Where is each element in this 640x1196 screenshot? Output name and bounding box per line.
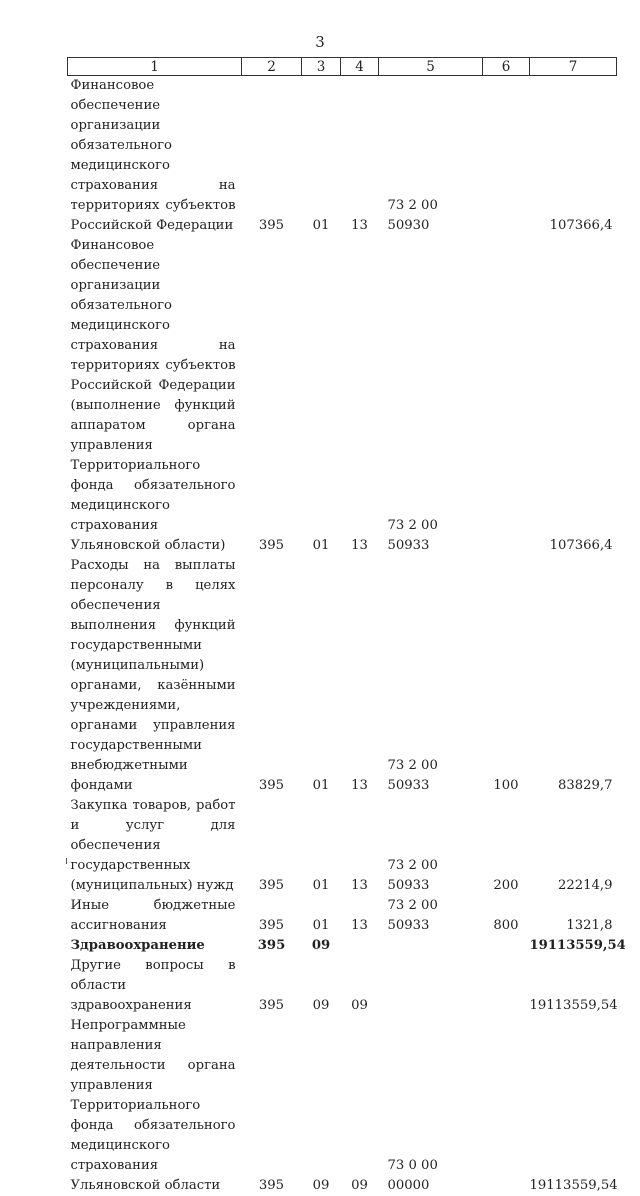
column-header: 7 [530, 58, 617, 76]
table-body [68, 76, 617, 1196]
row-target-article-cell: 73 2 00 50933 [379, 236, 483, 556]
row-subsection-cell: 13 [341, 76, 379, 237]
table-header-row [68, 58, 617, 76]
row-amount-cell: 83829,7 [530, 556, 617, 796]
row-section-cell: 01 [302, 76, 341, 237]
column-header: 6 [483, 58, 530, 76]
row-target-article-cell: 73 2 00 50933 [379, 556, 483, 796]
row-name-cell: Другие вопросы в области здравоохранения [68, 956, 242, 1016]
table-row [68, 76, 617, 237]
row-expense-type-cell: 200 [483, 796, 530, 896]
column-header: 2 [242, 58, 302, 76]
row-expense-type-cell [483, 956, 530, 1016]
row-expense-type-cell: 100 [483, 556, 530, 796]
scan-mark [66, 858, 67, 864]
budget-table [67, 57, 617, 1196]
row-amount-cell: 19113559,54 [530, 936, 617, 956]
row-code-cell: 395 [242, 936, 302, 956]
page-number: 3 [0, 33, 640, 51]
row-name-cell: Финансовое обеспечение организации обязательного медицинского страхования на территориях субъектов Российской Федерации [68, 76, 242, 237]
row-expense-type-cell [483, 236, 530, 556]
row-subsection-cell: 13 [341, 896, 379, 936]
table-row [68, 1016, 617, 1196]
row-subsection-cell: 09 [341, 956, 379, 1016]
table-row [68, 896, 617, 936]
row-target-article-cell: 73 0 00 00000 [379, 1016, 483, 1196]
row-subsection-cell: 13 [341, 796, 379, 896]
row-target-article-cell [379, 936, 483, 956]
row-name-cell: Закупка товаров, работ и услуг для обеспечения государственных (муниципальных) нужд [68, 796, 242, 896]
row-section-cell: 09 [302, 1016, 341, 1196]
table-row [68, 936, 617, 956]
row-amount-cell: 19113559,54 [530, 1016, 617, 1196]
row-target-article-cell [379, 956, 483, 1016]
row-subsection-cell [341, 936, 379, 956]
row-amount-cell: 22214,9 [530, 796, 617, 896]
row-section-cell: 01 [302, 236, 341, 556]
row-section-cell: 01 [302, 896, 341, 936]
row-code-cell: 395 [242, 956, 302, 1016]
row-expense-type-cell [483, 1016, 530, 1196]
column-header: 5 [379, 58, 483, 76]
row-code-cell: 395 [242, 1016, 302, 1196]
row-expense-type-cell: 800 [483, 896, 530, 936]
row-target-article-cell: 73 2 00 50933 [379, 896, 483, 936]
column-header: 1 [68, 58, 242, 76]
row-subsection-cell: 13 [341, 236, 379, 556]
row-expense-type-cell [483, 936, 530, 956]
row-name-cell: Финансовое обеспечение организации обязательного медицинского страхования на территориях субъектов Российской Федерации (выполнение функций аппаратом органа управления Территориального фонда обязательного медицинского страхования Ульяновской области) [68, 236, 242, 556]
column-header: 4 [341, 58, 379, 76]
row-code-cell: 395 [242, 236, 302, 556]
table-row [68, 956, 617, 1016]
column-header: 3 [302, 58, 341, 76]
row-section-cell: 01 [302, 796, 341, 896]
row-target-article-cell: 73 2 00 50933 [379, 796, 483, 896]
row-amount-cell: 1321,8 [530, 896, 617, 936]
row-code-cell: 395 [242, 896, 302, 936]
row-name-cell: Непрограммные направления деятельности органа управления Территориального фонда обязательного медицинского страхования Ульяновской области [68, 1016, 242, 1196]
row-target-article-cell: 73 2 00 50930 [379, 76, 483, 237]
row-subsection-cell: 09 [341, 1016, 379, 1196]
row-code-cell: 395 [242, 556, 302, 796]
row-code-cell: 395 [242, 76, 302, 237]
row-section-cell: 01 [302, 556, 341, 796]
row-section-cell: 09 [302, 936, 341, 956]
row-name-cell: Иные бюджетные ассигнования [68, 896, 242, 936]
table-row [68, 796, 617, 896]
row-amount-cell: 107366,4 [530, 76, 617, 237]
row-amount-cell: 107366,4 [530, 236, 617, 556]
row-name-cell: Расходы на выплаты персоналу в целях обеспечения выполнения функций государственными (муниципальными) органами, казёнными учреждениями, органами управления государственными внебюджетными фондами [68, 556, 242, 796]
row-expense-type-cell [483, 76, 530, 237]
row-subsection-cell: 13 [341, 556, 379, 796]
table-row [68, 556, 617, 796]
row-amount-cell: 19113559,54 [530, 956, 617, 1016]
row-section-cell: 09 [302, 956, 341, 1016]
row-code-cell: 395 [242, 796, 302, 896]
row-name-cell: Здравоохранение [68, 936, 242, 956]
table-row [68, 236, 617, 556]
